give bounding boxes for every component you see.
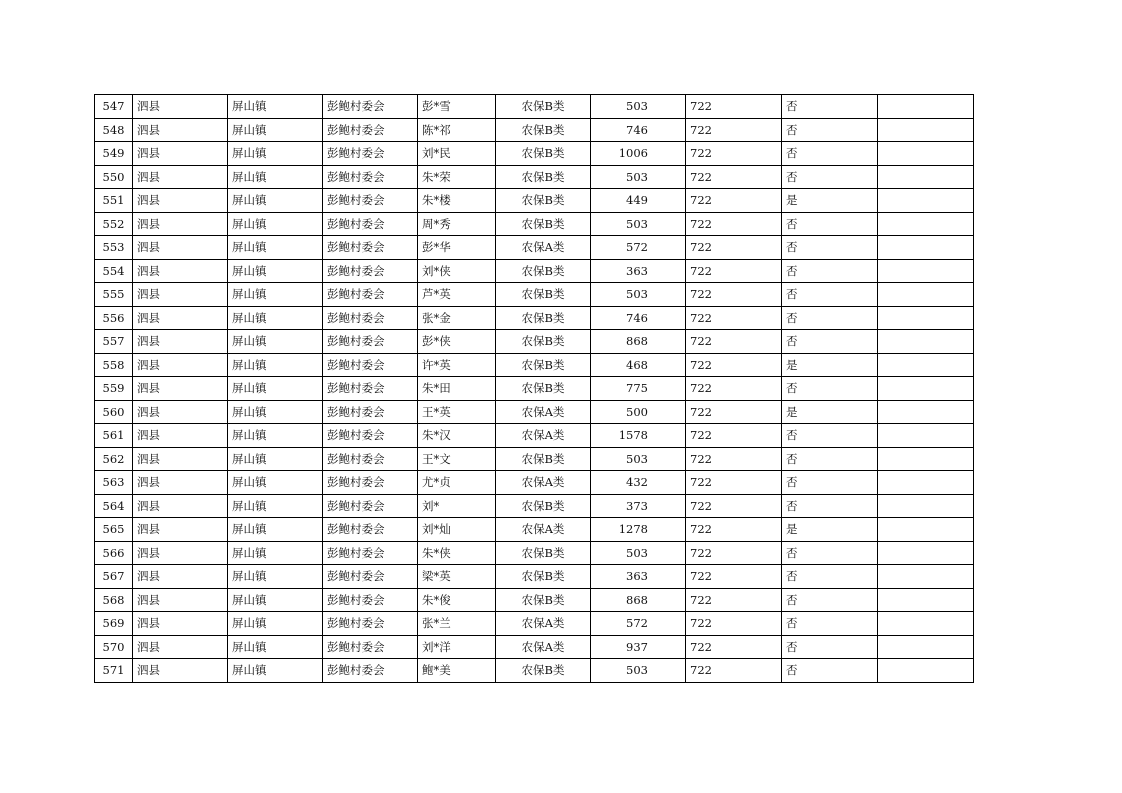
insurance-type-cell: 农保B类 <box>496 330 591 354</box>
village-committee-cell: 彭鲍村委会 <box>323 424 418 448</box>
table-body <box>95 95 974 683</box>
insurance-type-cell: 农保A类 <box>496 635 591 659</box>
table-row <box>95 118 974 142</box>
village-committee-cell: 彭鲍村委会 <box>323 659 418 683</box>
remarks-cell <box>878 612 974 636</box>
county-cell: 泗县 <box>133 95 228 119</box>
county-cell: 泗县 <box>133 142 228 166</box>
flag-cell: 否 <box>782 565 878 589</box>
town-cell: 屏山镇 <box>228 565 323 589</box>
flag-cell: 否 <box>782 330 878 354</box>
remarks-cell <box>878 142 974 166</box>
insurance-type-cell: 农保B类 <box>496 306 591 330</box>
serial-number-cell: 555 <box>95 283 133 307</box>
village-committee-cell: 彭鲍村委会 <box>323 165 418 189</box>
table-row <box>95 424 974 448</box>
amount-cell: 746 <box>591 306 686 330</box>
county-cell: 泗县 <box>133 165 228 189</box>
person-name-cell: 张*金 <box>418 306 496 330</box>
remarks-cell <box>878 283 974 307</box>
amount-cell: 363 <box>591 565 686 589</box>
remarks-cell <box>878 165 974 189</box>
flag-cell: 否 <box>782 471 878 495</box>
village-committee-cell: 彭鲍村委会 <box>323 635 418 659</box>
village-committee-cell: 彭鲍村委会 <box>323 353 418 377</box>
person-name-cell: 刘* <box>418 494 496 518</box>
village-committee-cell: 彭鲍村委会 <box>323 189 418 213</box>
flag-cell: 否 <box>782 212 878 236</box>
insurance-type-cell: 农保B类 <box>496 494 591 518</box>
person-name-cell: 彭*华 <box>418 236 496 260</box>
person-name-cell: 彭*雪 <box>418 95 496 119</box>
amount-cell: 503 <box>591 447 686 471</box>
remarks-cell <box>878 330 974 354</box>
amount-cell: 572 <box>591 612 686 636</box>
serial-number-cell: 556 <box>95 306 133 330</box>
insurance-type-cell: 农保A类 <box>496 424 591 448</box>
table-row <box>95 612 974 636</box>
remarks-cell <box>878 377 974 401</box>
flag-cell: 是 <box>782 353 878 377</box>
person-name-cell: 彭*侠 <box>418 330 496 354</box>
town-cell: 屏山镇 <box>228 330 323 354</box>
standard-value-cell: 722 <box>686 189 782 213</box>
table-row <box>95 377 974 401</box>
remarks-cell <box>878 447 974 471</box>
standard-value-cell: 722 <box>686 588 782 612</box>
serial-number-cell: 558 <box>95 353 133 377</box>
town-cell: 屏山镇 <box>228 118 323 142</box>
table-row <box>95 259 974 283</box>
town-cell: 屏山镇 <box>228 400 323 424</box>
person-name-cell: 朱*楼 <box>418 189 496 213</box>
table-row <box>95 95 974 119</box>
insurance-type-cell: 农保B类 <box>496 659 591 683</box>
town-cell: 屏山镇 <box>228 494 323 518</box>
village-committee-cell: 彭鲍村委会 <box>323 212 418 236</box>
town-cell: 屏山镇 <box>228 142 323 166</box>
serial-number-cell: 547 <box>95 95 133 119</box>
person-name-cell: 刘*灿 <box>418 518 496 542</box>
remarks-cell <box>878 259 974 283</box>
county-cell: 泗县 <box>133 424 228 448</box>
county-cell: 泗县 <box>133 565 228 589</box>
county-cell: 泗县 <box>133 353 228 377</box>
standard-value-cell: 722 <box>686 659 782 683</box>
standard-value-cell: 722 <box>686 471 782 495</box>
village-committee-cell: 彭鲍村委会 <box>323 518 418 542</box>
town-cell: 屏山镇 <box>228 659 323 683</box>
insurance-type-cell: 农保B类 <box>496 142 591 166</box>
standard-value-cell: 722 <box>686 377 782 401</box>
amount-cell: 868 <box>591 588 686 612</box>
serial-number-cell: 568 <box>95 588 133 612</box>
person-name-cell: 王*文 <box>418 447 496 471</box>
person-name-cell: 朱*侠 <box>418 541 496 565</box>
town-cell: 屏山镇 <box>228 353 323 377</box>
person-name-cell: 梁*英 <box>418 565 496 589</box>
town-cell: 屏山镇 <box>228 189 323 213</box>
table-row <box>95 565 974 589</box>
serial-number-cell: 549 <box>95 142 133 166</box>
standard-value-cell: 722 <box>686 447 782 471</box>
amount-cell: 373 <box>591 494 686 518</box>
town-cell: 屏山镇 <box>228 259 323 283</box>
amount-cell: 572 <box>591 236 686 260</box>
serial-number-cell: 567 <box>95 565 133 589</box>
table-row <box>95 471 974 495</box>
insurance-type-cell: 农保B类 <box>496 447 591 471</box>
serial-number-cell: 548 <box>95 118 133 142</box>
county-cell: 泗县 <box>133 612 228 636</box>
remarks-cell <box>878 212 974 236</box>
town-cell: 屏山镇 <box>228 212 323 236</box>
flag-cell: 否 <box>782 612 878 636</box>
village-committee-cell: 彭鲍村委会 <box>323 494 418 518</box>
amount-cell: 503 <box>591 283 686 307</box>
amount-cell: 432 <box>591 471 686 495</box>
serial-number-cell: 553 <box>95 236 133 260</box>
flag-cell: 否 <box>782 447 878 471</box>
flag-cell: 否 <box>782 165 878 189</box>
town-cell: 屏山镇 <box>228 424 323 448</box>
insurance-type-cell: 农保B类 <box>496 588 591 612</box>
table-row <box>95 400 974 424</box>
person-name-cell: 刘*侠 <box>418 259 496 283</box>
serial-number-cell: 552 <box>95 212 133 236</box>
serial-number-cell: 560 <box>95 400 133 424</box>
amount-cell: 449 <box>591 189 686 213</box>
amount-cell: 468 <box>591 353 686 377</box>
remarks-cell <box>878 118 974 142</box>
document-sheet <box>94 94 974 683</box>
table-row <box>95 659 974 683</box>
town-cell: 屏山镇 <box>228 377 323 401</box>
insurance-type-cell: 农保A类 <box>496 518 591 542</box>
standard-value-cell: 722 <box>686 330 782 354</box>
serial-number-cell: 561 <box>95 424 133 448</box>
flag-cell: 是 <box>782 518 878 542</box>
insurance-type-cell: 农保B类 <box>496 189 591 213</box>
flag-cell: 否 <box>782 377 878 401</box>
town-cell: 屏山镇 <box>228 635 323 659</box>
amount-cell: 746 <box>591 118 686 142</box>
flag-cell: 否 <box>782 142 878 166</box>
flag-cell: 是 <box>782 400 878 424</box>
town-cell: 屏山镇 <box>228 541 323 565</box>
insurance-type-cell: 农保B类 <box>496 541 591 565</box>
insurance-type-cell: 农保B类 <box>496 95 591 119</box>
flag-cell: 否 <box>782 95 878 119</box>
person-name-cell: 鲍*美 <box>418 659 496 683</box>
serial-number-cell: 551 <box>95 189 133 213</box>
serial-number-cell: 563 <box>95 471 133 495</box>
amount-cell: 503 <box>591 165 686 189</box>
flag-cell: 否 <box>782 118 878 142</box>
person-name-cell: 尤*贞 <box>418 471 496 495</box>
remarks-cell <box>878 518 974 542</box>
town-cell: 屏山镇 <box>228 518 323 542</box>
amount-cell: 363 <box>591 259 686 283</box>
serial-number-cell: 566 <box>95 541 133 565</box>
village-committee-cell: 彭鲍村委会 <box>323 565 418 589</box>
remarks-cell <box>878 95 974 119</box>
remarks-cell <box>878 541 974 565</box>
serial-number-cell: 564 <box>95 494 133 518</box>
insurance-type-cell: 农保A类 <box>496 236 591 260</box>
insurance-type-cell: 农保A类 <box>496 471 591 495</box>
data-table <box>94 94 974 683</box>
amount-cell: 937 <box>591 635 686 659</box>
standard-value-cell: 722 <box>686 635 782 659</box>
village-committee-cell: 彭鲍村委会 <box>323 377 418 401</box>
serial-number-cell: 571 <box>95 659 133 683</box>
remarks-cell <box>878 659 974 683</box>
village-committee-cell: 彭鲍村委会 <box>323 612 418 636</box>
village-committee-cell: 彭鲍村委会 <box>323 588 418 612</box>
serial-number-cell: 557 <box>95 330 133 354</box>
table-row <box>95 142 974 166</box>
table-row <box>95 165 974 189</box>
county-cell: 泗县 <box>133 259 228 283</box>
serial-number-cell: 570 <box>95 635 133 659</box>
town-cell: 屏山镇 <box>228 306 323 330</box>
standard-value-cell: 722 <box>686 541 782 565</box>
flag-cell: 否 <box>782 635 878 659</box>
county-cell: 泗县 <box>133 471 228 495</box>
table-row <box>95 330 974 354</box>
county-cell: 泗县 <box>133 306 228 330</box>
insurance-type-cell: 农保B类 <box>496 165 591 189</box>
village-committee-cell: 彭鲍村委会 <box>323 236 418 260</box>
amount-cell: 868 <box>591 330 686 354</box>
insurance-type-cell: 农保B类 <box>496 212 591 236</box>
village-committee-cell: 彭鲍村委会 <box>323 283 418 307</box>
person-name-cell: 朱*汉 <box>418 424 496 448</box>
remarks-cell <box>878 353 974 377</box>
village-committee-cell: 彭鲍村委会 <box>323 330 418 354</box>
village-committee-cell: 彭鲍村委会 <box>323 306 418 330</box>
village-committee-cell: 彭鲍村委会 <box>323 400 418 424</box>
county-cell: 泗县 <box>133 236 228 260</box>
remarks-cell <box>878 635 974 659</box>
person-name-cell: 芦*英 <box>418 283 496 307</box>
flag-cell: 否 <box>782 494 878 518</box>
person-name-cell: 刘*洋 <box>418 635 496 659</box>
county-cell: 泗县 <box>133 494 228 518</box>
standard-value-cell: 722 <box>686 518 782 542</box>
remarks-cell <box>878 494 974 518</box>
insurance-type-cell: 农保A类 <box>496 612 591 636</box>
amount-cell: 1006 <box>591 142 686 166</box>
serial-number-cell: 569 <box>95 612 133 636</box>
county-cell: 泗县 <box>133 400 228 424</box>
county-cell: 泗县 <box>133 330 228 354</box>
insurance-type-cell: 农保B类 <box>496 353 591 377</box>
standard-value-cell: 722 <box>686 118 782 142</box>
standard-value-cell: 722 <box>686 95 782 119</box>
flag-cell: 否 <box>782 259 878 283</box>
town-cell: 屏山镇 <box>228 447 323 471</box>
table-row <box>95 306 974 330</box>
town-cell: 屏山镇 <box>228 612 323 636</box>
flag-cell: 否 <box>782 541 878 565</box>
standard-value-cell: 722 <box>686 494 782 518</box>
county-cell: 泗县 <box>133 635 228 659</box>
remarks-cell <box>878 424 974 448</box>
serial-number-cell: 554 <box>95 259 133 283</box>
village-committee-cell: 彭鲍村委会 <box>323 541 418 565</box>
standard-value-cell: 722 <box>686 259 782 283</box>
flag-cell: 否 <box>782 306 878 330</box>
town-cell: 屏山镇 <box>228 95 323 119</box>
flag-cell: 否 <box>782 588 878 612</box>
flag-cell: 否 <box>782 236 878 260</box>
standard-value-cell: 722 <box>686 306 782 330</box>
standard-value-cell: 722 <box>686 236 782 260</box>
insurance-type-cell: 农保A类 <box>496 400 591 424</box>
remarks-cell <box>878 236 974 260</box>
amount-cell: 1578 <box>591 424 686 448</box>
person-name-cell: 朱*俊 <box>418 588 496 612</box>
person-name-cell: 刘*民 <box>418 142 496 166</box>
county-cell: 泗县 <box>133 212 228 236</box>
village-committee-cell: 彭鲍村委会 <box>323 142 418 166</box>
insurance-type-cell: 农保B类 <box>496 377 591 401</box>
insurance-type-cell: 农保B类 <box>496 565 591 589</box>
table-row <box>95 353 974 377</box>
county-cell: 泗县 <box>133 189 228 213</box>
remarks-cell <box>878 471 974 495</box>
remarks-cell <box>878 400 974 424</box>
flag-cell: 否 <box>782 424 878 448</box>
standard-value-cell: 722 <box>686 165 782 189</box>
person-name-cell: 许*英 <box>418 353 496 377</box>
county-cell: 泗县 <box>133 541 228 565</box>
amount-cell: 503 <box>591 659 686 683</box>
serial-number-cell: 562 <box>95 447 133 471</box>
table-row <box>95 212 974 236</box>
person-name-cell: 王*英 <box>418 400 496 424</box>
person-name-cell: 陈*祁 <box>418 118 496 142</box>
standard-value-cell: 722 <box>686 400 782 424</box>
table-row <box>95 447 974 471</box>
village-committee-cell: 彭鲍村委会 <box>323 95 418 119</box>
table-row <box>95 518 974 542</box>
village-committee-cell: 彭鲍村委会 <box>323 447 418 471</box>
county-cell: 泗县 <box>133 118 228 142</box>
person-name-cell: 朱*荣 <box>418 165 496 189</box>
standard-value-cell: 722 <box>686 424 782 448</box>
town-cell: 屏山镇 <box>228 283 323 307</box>
serial-number-cell: 550 <box>95 165 133 189</box>
remarks-cell <box>878 189 974 213</box>
table-row <box>95 283 974 307</box>
table-row <box>95 494 974 518</box>
amount-cell: 503 <box>591 95 686 119</box>
standard-value-cell: 722 <box>686 353 782 377</box>
village-committee-cell: 彭鲍村委会 <box>323 471 418 495</box>
village-committee-cell: 彭鲍村委会 <box>323 259 418 283</box>
insurance-type-cell: 农保B类 <box>496 283 591 307</box>
person-name-cell: 周*秀 <box>418 212 496 236</box>
amount-cell: 503 <box>591 212 686 236</box>
county-cell: 泗县 <box>133 588 228 612</box>
person-name-cell: 朱*田 <box>418 377 496 401</box>
county-cell: 泗县 <box>133 283 228 307</box>
amount-cell: 1278 <box>591 518 686 542</box>
table-row <box>95 588 974 612</box>
amount-cell: 500 <box>591 400 686 424</box>
town-cell: 屏山镇 <box>228 588 323 612</box>
standard-value-cell: 722 <box>686 212 782 236</box>
remarks-cell <box>878 306 974 330</box>
amount-cell: 503 <box>591 541 686 565</box>
table-row <box>95 541 974 565</box>
town-cell: 屏山镇 <box>228 236 323 260</box>
standard-value-cell: 722 <box>686 612 782 636</box>
county-cell: 泗县 <box>133 447 228 471</box>
county-cell: 泗县 <box>133 659 228 683</box>
town-cell: 屏山镇 <box>228 471 323 495</box>
table-row <box>95 236 974 260</box>
remarks-cell <box>878 565 974 589</box>
table-row <box>95 189 974 213</box>
insurance-type-cell: 农保B类 <box>496 118 591 142</box>
flag-cell: 否 <box>782 659 878 683</box>
village-committee-cell: 彭鲍村委会 <box>323 118 418 142</box>
table-row <box>95 635 974 659</box>
serial-number-cell: 565 <box>95 518 133 542</box>
person-name-cell: 张*兰 <box>418 612 496 636</box>
amount-cell: 775 <box>591 377 686 401</box>
flag-cell: 否 <box>782 283 878 307</box>
county-cell: 泗县 <box>133 518 228 542</box>
standard-value-cell: 722 <box>686 283 782 307</box>
standard-value-cell: 722 <box>686 142 782 166</box>
flag-cell: 是 <box>782 189 878 213</box>
town-cell: 屏山镇 <box>228 165 323 189</box>
standard-value-cell: 722 <box>686 565 782 589</box>
county-cell: 泗县 <box>133 377 228 401</box>
serial-number-cell: 559 <box>95 377 133 401</box>
insurance-type-cell: 农保B类 <box>496 259 591 283</box>
remarks-cell <box>878 588 974 612</box>
